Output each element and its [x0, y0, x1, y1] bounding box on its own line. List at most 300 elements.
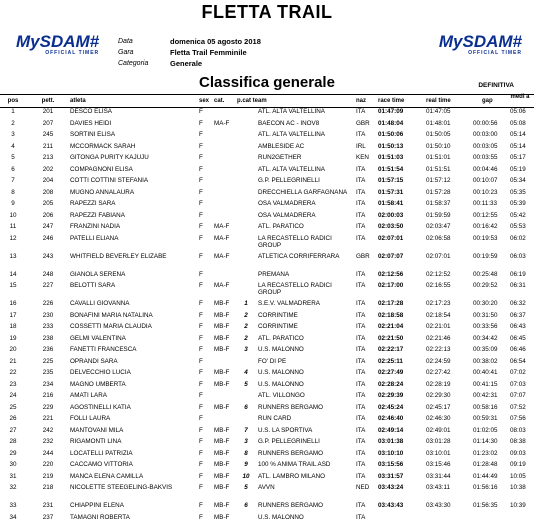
- race-time-cell: 03:10:10: [378, 450, 403, 457]
- real-time-cell: 03:31:44: [426, 473, 451, 480]
- pos-cell: 13: [2, 253, 24, 260]
- nationality-cell: ITA: [356, 189, 365, 196]
- category-position-cell: 3: [241, 346, 251, 353]
- pett-cell: 229: [38, 404, 58, 411]
- real-time-cell: 02:28:19: [426, 381, 451, 388]
- gap-cell: 00:58:16: [473, 404, 498, 411]
- pace-cell: 05:08: [510, 120, 526, 127]
- pace-cell: 05:35: [510, 189, 526, 196]
- athlete-cell: RAPEZZI SARA: [70, 200, 195, 207]
- pos-cell: 12: [2, 235, 24, 242]
- gap-cell: 00:41:15: [473, 381, 498, 388]
- pace-cell: 07:02: [510, 369, 526, 376]
- pos-cell: 31: [2, 473, 24, 480]
- pace-cell: 05:39: [510, 200, 526, 207]
- team-cell: LA RECASTELLO RADICI GROUP: [258, 282, 350, 296]
- athlete-cell: MAGNO UMBERTA: [70, 381, 195, 388]
- nationality-cell: IRL: [356, 143, 366, 150]
- team-cell: ATLETICA CORRIFERRARA: [258, 253, 350, 260]
- pos-cell: 5: [2, 154, 24, 161]
- table-row: [0, 108, 534, 120]
- pett-cell: 211: [38, 143, 58, 150]
- real-time-cell: 02:06:58: [426, 235, 451, 242]
- pett-cell: 242: [38, 427, 58, 434]
- pace-cell: 05:19: [510, 166, 526, 173]
- pace-cell: 07:52: [510, 404, 526, 411]
- category-cell: MB-F: [214, 369, 229, 376]
- pett-cell: 226: [38, 300, 58, 307]
- nationality-cell: ITA: [356, 271, 365, 278]
- race-time-cell: 02:18:58: [378, 312, 403, 319]
- meta-date: [118, 36, 261, 47]
- col-race-time: race time: [378, 98, 404, 104]
- table-row: [0, 502, 534, 514]
- pett-cell: 227: [38, 282, 58, 289]
- nationality-cell: ITA: [356, 514, 365, 521]
- pett-cell: 204: [38, 177, 58, 184]
- pett-cell: 243: [38, 253, 58, 260]
- category-cell: MB-F: [214, 450, 229, 457]
- athlete-cell: GELMI VALENTINA: [70, 335, 195, 342]
- athlete-cell: RAPEZZI FABIANA: [70, 212, 195, 219]
- table-row: [0, 235, 534, 253]
- team-cell: OSA VALMADRERA: [258, 212, 350, 219]
- nationality-cell: ITA: [356, 461, 365, 468]
- nationality-cell: ITA: [356, 404, 365, 411]
- athlete-cell: WHITFIELD BEVERLEY ELIZABE: [70, 253, 195, 260]
- pos-cell: 22: [2, 369, 24, 376]
- pos-cell: 26: [2, 415, 24, 422]
- race-time-cell: 02:17:00: [378, 282, 403, 289]
- race-time-cell: 02:45:24: [378, 404, 403, 411]
- gap-cell: 01:23:02: [473, 450, 498, 457]
- pace-cell: 07:07: [510, 392, 526, 399]
- real-time-cell: 02:46:30: [426, 415, 451, 422]
- athlete-cell: DESCO ELISA: [70, 108, 195, 115]
- sex-cell: F: [199, 143, 203, 150]
- table-row: [0, 143, 534, 155]
- gap-cell: 00:38:02: [473, 358, 498, 365]
- nationality-cell: ITA: [356, 335, 365, 342]
- table-row: [0, 282, 534, 300]
- category-cell: MB-F: [214, 484, 229, 491]
- category-cell: MB-F: [214, 404, 229, 411]
- sex-cell: F: [199, 166, 203, 173]
- athlete-cell: FOLLI LAURA: [70, 415, 195, 422]
- athlete-cell: DAVIES HEIDI: [70, 120, 195, 127]
- race-time-cell: 02:07:07: [378, 253, 403, 260]
- team-cell: AMBLESIDE AC: [258, 143, 350, 150]
- real-time-cell: 01:58:37: [426, 200, 451, 207]
- real-time-cell: 02:21:01: [426, 323, 451, 330]
- sex-cell: F: [199, 300, 203, 307]
- pos-cell: 28: [2, 438, 24, 445]
- pace-cell: 05:34: [510, 177, 526, 184]
- race-time-cell: 02:21:50: [378, 335, 403, 342]
- race-time-cell: 02:17:28: [378, 300, 403, 307]
- sex-cell: F: [199, 189, 203, 196]
- sex-cell: F: [199, 253, 203, 260]
- pett-cell: 231: [38, 502, 58, 509]
- sex-cell: F: [199, 346, 203, 353]
- team-cell: BAECON AC - INOV8: [258, 120, 350, 127]
- nationality-cell: ITA: [356, 427, 365, 434]
- table-row: [0, 323, 534, 335]
- nationality-cell: ITA: [356, 381, 365, 388]
- col-gap: gap: [482, 98, 493, 104]
- pace-cell: 06:02: [510, 235, 526, 242]
- athlete-cell: MANCA ELENA CAMILLA: [70, 473, 195, 480]
- pace-cell: 09:03: [510, 450, 526, 457]
- nationality-cell: ITA: [356, 358, 365, 365]
- sex-cell: F: [199, 154, 203, 161]
- pett-cell: 230: [38, 312, 58, 319]
- table-row: [0, 415, 534, 427]
- nationality-cell: ITA: [356, 312, 365, 319]
- real-time-cell: 02:03:47: [426, 223, 451, 230]
- pett-cell: 232: [38, 438, 58, 445]
- real-time-cell: 01:59:59: [426, 212, 451, 219]
- table-row: [0, 461, 534, 473]
- nationality-cell: ITA: [356, 438, 365, 445]
- real-time-cell: 01:57:28: [426, 189, 451, 196]
- category-cell: MB-F: [214, 514, 229, 521]
- table-row: [0, 346, 534, 358]
- team-cell: S.E.V. VALMADRERA: [258, 300, 350, 307]
- pett-cell: 219: [38, 473, 58, 480]
- pett-cell: 205: [38, 200, 58, 207]
- pace-cell: 06:37: [510, 312, 526, 319]
- race-time-cell: 01:51:54: [378, 166, 403, 173]
- nationality-cell: ITA: [356, 415, 365, 422]
- pett-cell: 238: [38, 335, 58, 342]
- pett-cell: 248: [38, 271, 58, 278]
- nationality-cell: ITA: [356, 166, 365, 173]
- pos-cell: 16: [2, 300, 24, 307]
- gap-cell: 01:14:30: [473, 438, 498, 445]
- table-row: [0, 473, 534, 485]
- category-position-cell: 7: [241, 427, 251, 434]
- category-position-cell: 1: [241, 300, 251, 307]
- meta-category: [118, 58, 261, 69]
- pos-cell: 15: [2, 282, 24, 289]
- team-cell: ATL. ALTA VALTELLINA: [258, 108, 350, 115]
- pace-cell: 06:43: [510, 323, 526, 330]
- gap-cell: 00:25:48: [473, 271, 498, 278]
- sex-cell: F: [199, 381, 203, 388]
- meta-label: Gara: [118, 47, 170, 58]
- gap-cell: 00:16:42: [473, 223, 498, 230]
- real-time-cell: 03:01:28: [426, 438, 451, 445]
- real-time-cell: 02:07:01: [426, 253, 451, 260]
- category-cell: MB-F: [214, 473, 229, 480]
- race-time-cell: 01:48:04: [378, 120, 403, 127]
- category-position-cell: 5: [241, 381, 251, 388]
- race-time-cell: 03:31:57: [378, 473, 403, 480]
- gap-cell: 00:19:53: [473, 235, 498, 242]
- table-row: [0, 335, 534, 347]
- pos-cell: 32: [2, 484, 24, 491]
- category-position-cell: 6: [241, 404, 251, 411]
- table-row: [0, 271, 534, 283]
- pace-cell: 07:56: [510, 415, 526, 422]
- gap-cell: 00:31:50: [473, 312, 498, 319]
- table-row: [0, 120, 534, 132]
- team-cell: DRECCHIELLA GARFAGNANA: [258, 189, 350, 196]
- pos-cell: 7: [2, 177, 24, 184]
- pace-cell: 06:54: [510, 358, 526, 365]
- logo-subtext: OFFICIAL TIMER: [16, 50, 99, 56]
- pett-cell: 218: [38, 484, 58, 491]
- pos-cell: 6: [2, 166, 24, 173]
- real-time-cell: 02:18:54: [426, 312, 451, 319]
- pett-cell: 245: [38, 131, 58, 138]
- status-label: DEFINITIVA: [478, 82, 514, 89]
- gap-cell: 01:02:05: [473, 427, 498, 434]
- table-row: [0, 392, 534, 404]
- pett-cell: 244: [38, 450, 58, 457]
- athlete-cell: GITONGA PURITY KAJUJU: [70, 154, 195, 161]
- team-cell: U.S. LA SPORTIVA: [258, 427, 350, 434]
- category-position-cell: 3: [241, 438, 251, 445]
- athlete-cell: CHIAPPINI ELENA: [70, 502, 195, 509]
- category-position-cell: 9: [241, 461, 251, 468]
- pace-cell: 07:03: [510, 381, 526, 388]
- nationality-cell: ITA: [356, 473, 365, 480]
- athlete-cell: BONAFINI MARIA NATALINA: [70, 312, 195, 319]
- nationality-cell: ITA: [356, 392, 365, 399]
- pace-cell: 05:06: [510, 108, 526, 115]
- race-time-cell: 01:47:09: [378, 108, 403, 115]
- pos-cell: 34: [2, 514, 24, 521]
- category-cell: MB-F: [214, 346, 229, 353]
- meta-label: Categoria: [118, 58, 170, 69]
- race-time-cell: 01:57:31: [378, 189, 403, 196]
- pett-cell: 201: [38, 108, 58, 115]
- category-position-cell: 2: [241, 312, 251, 319]
- team-cell: CORRINTIME: [258, 312, 350, 319]
- nationality-cell: GBR: [356, 253, 370, 260]
- real-time-cell: 01:48:01: [426, 120, 451, 127]
- athlete-cell: CACCAMO VITTORIA: [70, 461, 195, 468]
- mysdam-logo-left: [16, 34, 99, 56]
- team-cell: 100 % ANIMA TRAIL ASD: [258, 461, 350, 468]
- real-time-cell: 02:17:23: [426, 300, 451, 307]
- gap-cell: 00:40:41: [473, 369, 498, 376]
- pos-cell: 23: [2, 381, 24, 388]
- gap-cell: 00:29:52: [473, 282, 498, 289]
- category-position-cell: 5: [241, 484, 251, 491]
- real-time-cell: 03:43:11: [426, 484, 450, 491]
- pace-cell: 08:38: [510, 438, 526, 445]
- category-position-cell: 2: [241, 335, 251, 342]
- category-cell: MA-F: [214, 253, 229, 260]
- athlete-cell: OPRANDI SARA: [70, 358, 195, 365]
- pos-cell: 19: [2, 335, 24, 342]
- meta-race: [118, 47, 261, 58]
- nationality-cell: ITA: [356, 282, 365, 289]
- col-medi: medi a: [509, 94, 531, 100]
- category-position-cell: 6: [241, 502, 251, 509]
- table-row: [0, 312, 534, 324]
- team-cell: U.S. MALONNO: [258, 514, 350, 521]
- gap-cell: 00:30:20: [473, 300, 498, 307]
- real-time-cell: 03:10:01: [426, 450, 451, 457]
- gap-cell: 00:12:55: [473, 212, 498, 219]
- nationality-cell: KEN: [356, 154, 369, 161]
- pos-cell: 27: [2, 427, 24, 434]
- pos-cell: 18: [2, 323, 24, 330]
- sex-cell: F: [199, 235, 203, 242]
- pos-cell: 29: [2, 450, 24, 457]
- athlete-cell: SORTINI ELISA: [70, 131, 195, 138]
- pett-cell: 235: [38, 369, 58, 376]
- sex-cell: F: [199, 369, 203, 376]
- athlete-cell: COMPAGNONI ELISA: [70, 166, 195, 173]
- real-time-cell: 02:21:46: [426, 335, 451, 342]
- pos-cell: 21: [2, 358, 24, 365]
- pett-cell: 236: [38, 346, 58, 353]
- sex-cell: F: [199, 358, 203, 365]
- pace-cell: 06:45: [510, 335, 526, 342]
- gap-cell: 00:10:23: [473, 189, 498, 196]
- real-time-cell: 01:51:51: [426, 166, 451, 173]
- pett-cell: 220: [38, 461, 58, 468]
- sex-cell: F: [199, 392, 203, 399]
- pace-cell: 05:42: [510, 212, 526, 219]
- pos-cell: 3: [2, 131, 24, 138]
- table-row: [0, 253, 534, 271]
- pett-cell: 202: [38, 166, 58, 173]
- race-time-cell: 02:49:14: [378, 427, 403, 434]
- nationality-cell: GBR: [356, 120, 370, 127]
- athlete-cell: CAVALLI GIOVANNA: [70, 300, 195, 307]
- pos-cell: 14: [2, 271, 24, 278]
- category-cell: MB-F: [214, 438, 229, 445]
- pos-cell: 33: [2, 502, 24, 509]
- team-cell: RUN CARD: [258, 415, 350, 422]
- pett-cell: 247: [38, 223, 58, 230]
- divider-top: [0, 94, 534, 95]
- sex-cell: F: [199, 473, 203, 480]
- nationality-cell: ITA: [356, 223, 365, 230]
- sex-cell: F: [199, 450, 203, 457]
- pace-cell: 10:39: [510, 502, 526, 509]
- real-time-cell: 02:49:01: [426, 427, 451, 434]
- category-cell: MB-F: [214, 312, 229, 319]
- nationality-cell: ITA: [356, 346, 365, 353]
- section-title: Classifica generale: [0, 74, 534, 91]
- nationality-cell: ITA: [356, 108, 365, 115]
- meta-value: Fletta Trail Femminile: [170, 47, 247, 58]
- sex-cell: F: [199, 200, 203, 207]
- category-position-cell: 8: [241, 450, 251, 457]
- category-cell: MA-F: [214, 235, 229, 242]
- race-time-cell: 01:57:15: [378, 177, 403, 184]
- race-meta: [118, 36, 261, 69]
- team-cell: LA RECASTELLO RADICI GROUP: [258, 235, 350, 249]
- athlete-cell: AGOSTINELLI KATIA: [70, 404, 195, 411]
- real-time-cell: 01:47:05: [426, 108, 451, 115]
- pett-cell: 207: [38, 120, 58, 127]
- meta-value: domenica 05 agosto 2018: [170, 36, 261, 47]
- category-cell: MA-F: [214, 282, 229, 289]
- gap-cell: 01:56:35: [473, 502, 498, 509]
- pace-cell: 05:14: [510, 143, 526, 150]
- race-time-cell: 02:07:01: [378, 235, 403, 242]
- sex-cell: F: [199, 484, 203, 491]
- table-row: [0, 404, 534, 416]
- pace-cell: 05:17: [510, 154, 526, 161]
- pace-cell: 06:46: [510, 346, 526, 353]
- team-cell: RUNNERS BERGAMO: [258, 404, 350, 411]
- pos-cell: 11: [2, 223, 24, 230]
- category-cell: MA-F: [214, 223, 229, 230]
- athlete-cell: FRANZINI NADIA: [70, 223, 195, 230]
- col-pcat-team: p.cat team: [237, 98, 267, 104]
- pos-cell: 8: [2, 189, 24, 196]
- athlete-cell: TAMAGNI ROBERTA: [70, 514, 195, 521]
- nationality-cell: ITA: [356, 131, 365, 138]
- category-cell: MB-F: [214, 502, 229, 509]
- athlete-cell: PATELLI ELIANA: [70, 235, 195, 242]
- logo-text: MySDAM: [16, 32, 90, 51]
- race-time-cell: 03:15:56: [378, 461, 403, 468]
- pace-cell: 06:19: [510, 271, 526, 278]
- sex-cell: F: [199, 415, 203, 422]
- team-cell: ATL. LAMBRO MILANO: [258, 473, 350, 480]
- team-cell: ATL. VILLONGO: [258, 392, 350, 399]
- pos-cell: 1: [2, 108, 24, 115]
- pace-cell: 10:38: [510, 484, 526, 491]
- nationality-cell: ITA: [356, 177, 365, 184]
- team-cell: RUN2GETHER: [258, 154, 350, 161]
- team-cell: ATL. PARATICO: [258, 223, 350, 230]
- col-cat: cat.: [214, 98, 224, 104]
- athlete-cell: BELOTTI SARA: [70, 282, 195, 289]
- pos-cell: 17: [2, 312, 24, 319]
- pace-cell: 08:03: [510, 427, 526, 434]
- gap-cell: 00:03:05: [473, 143, 498, 150]
- race-time-cell: 03:43:43: [378, 502, 403, 509]
- sex-cell: F: [199, 271, 203, 278]
- pace-cell: 06:03: [510, 253, 526, 260]
- pos-cell: 9: [2, 200, 24, 207]
- pett-cell: 225: [38, 358, 58, 365]
- sex-cell: F: [199, 438, 203, 445]
- pett-cell: 216: [38, 392, 58, 399]
- table-row: [0, 450, 534, 462]
- sex-cell: F: [199, 212, 203, 219]
- category-cell: MB-F: [214, 300, 229, 307]
- sex-cell: F: [199, 502, 203, 509]
- pett-cell: 206: [38, 212, 58, 219]
- team-cell: ATL. PARATICO: [258, 335, 350, 342]
- sex-cell: F: [199, 282, 203, 289]
- athlete-cell: MCCORMACK SARAH: [70, 143, 195, 150]
- team-cell: U.S. MALONNO: [258, 369, 350, 376]
- table-row: [0, 200, 534, 212]
- sex-cell: F: [199, 108, 203, 115]
- team-cell: RUNNERS BERGAMO: [258, 502, 350, 509]
- team-cell: PREMANA: [258, 271, 350, 278]
- real-time-cell: 02:16:55: [426, 282, 451, 289]
- table-row: [0, 358, 534, 370]
- real-time-cell: 01:50:05: [426, 131, 451, 138]
- sex-cell: F: [199, 514, 203, 521]
- col-naz: naz: [356, 98, 366, 104]
- pett-cell: 213: [38, 154, 58, 161]
